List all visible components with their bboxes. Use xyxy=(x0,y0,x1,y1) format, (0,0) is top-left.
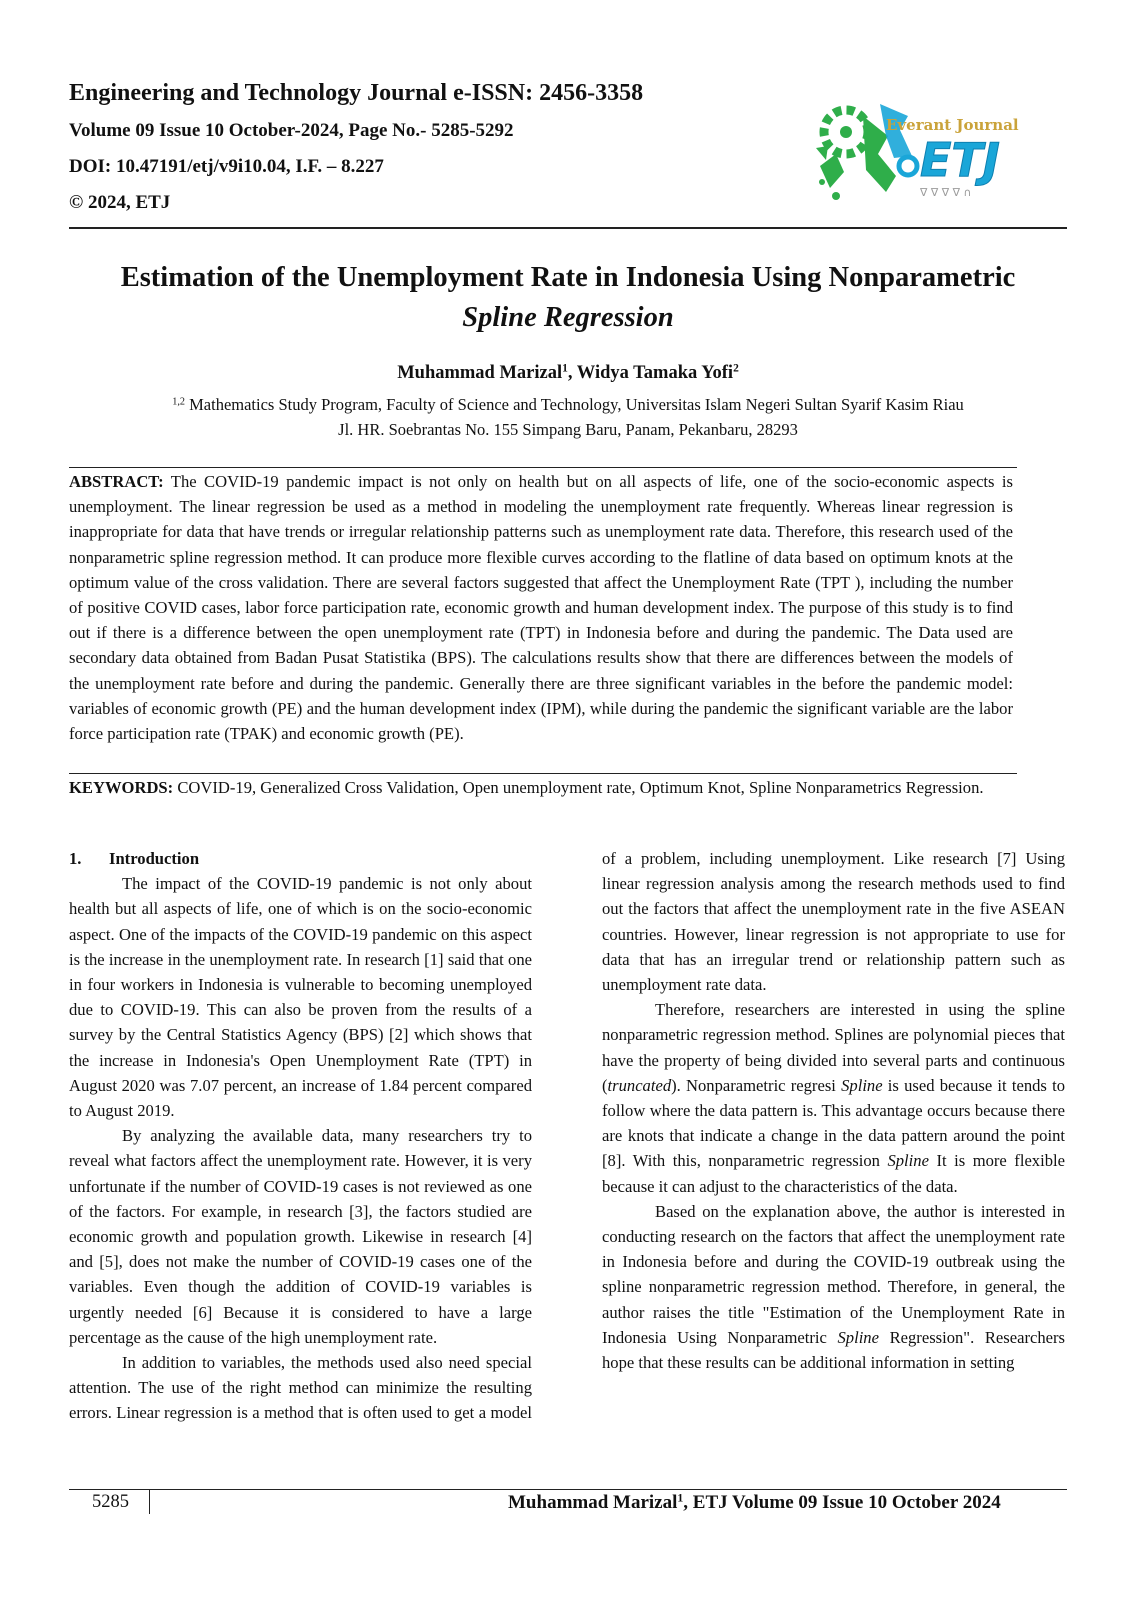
paragraph-4 xyxy=(602,997,1065,1199)
p5-text-a: Based on the explanation above, the author is interested in conducting research on the factors that affect the unemployment rate in Indonesia before and during the COVID-19 outbreak using the spline nonparametric regression method. Therefore, in general, the author raises the title "Estimation of the Unemployment Rate in Indonesia Using Nonparametric xyxy=(602,1201,1065,1347)
footer-author: Muhammad Marizal xyxy=(508,1492,678,1513)
p5-text-c: Regression". Researchers hope that these results can be additional information in setting xyxy=(602,1327,1065,1373)
doi-info: DOI: 10.47191/etj/v9i10.04, I.F. – 8.227 xyxy=(69,156,384,177)
paragraph-1: The impact of the COVID-19 pandemic is not only about health but all aspects of life, one of which is on the socio-economic aspect. One of the impacts of the COVID-19 pandemic on this aspect is the increase in the unemployment rate. In research [1] said that one in four workers in Indonesia is vulnerable to becoming unemployed due to COVID-19. This can also be proven from the results of a survey by the Central Statistics Agency (BPS) [2] which shows that the increase in Indonesia's Open Unemployment Rate (TPT) in August 2020 was 7.07 percent, an increase of 1.84 percent compared to August 2019. xyxy=(69,874,532,1121)
abstract-text: The COVID-19 pandemic impact is not only on health but on all aspects of life, one of the socio-economic aspects is unemployment. The linear regression be used as a method in modeling the unemployment rate frequently. Whereas linear regression is inappropriate for data that have trends or irregular relationship patterns such as unemployment rate data. Therefore, this research used of the nonparametric spline regression method. It can produce more flexible curves according to the flatline of data based on optimum knots at the optimum value of the cross validation. There are several factors suggested that affect the Unemployment Rate (TPT ), including the number of positive COVID cases, labor force participation rate, economic growth and human development index. The purpose of this study is to find out if there is a difference between the open unemployment rate (TPT) in Indonesia before and during the pandemic. The Data used are secondary data obtained from Badan Pusat Statistika (BPS). The calculations results show that there are differences between the models of the unemployment rate before and during the pandemic. Generally there are three significant variables in the before the pandemic model: variables of economic growth (PE) and the human development index (IPM), while during the pandemic the significant variable are the labor force participation rate (TPAK) and economic growth (PE). xyxy=(69,472,1013,744)
footer-author-sup: 1 xyxy=(677,1491,684,1505)
section-heading xyxy=(69,846,532,871)
page-number: 5285 xyxy=(92,1492,129,1512)
section-title: Introduction xyxy=(109,849,200,868)
logo-subtitle: Everant Journal xyxy=(886,116,1019,134)
svg-text:∇ ∇ ∇ ∇ ∩: ∇ ∇ ∇ ∇ ∩ xyxy=(920,186,972,199)
abstract-top-rule xyxy=(69,467,1017,468)
affiliation-block xyxy=(69,392,1067,442)
paragraph-5 xyxy=(602,1199,1065,1375)
footer-separator xyxy=(149,1490,150,1514)
journal-logo xyxy=(808,96,1022,208)
header-rule xyxy=(69,227,1067,229)
p4-text-a: Therefore, researchers are interested in using the spline nonparametric regression method. Splines are polynomial pieces that have the property of being divided into several parts and continuous ( xyxy=(602,1000,1065,1095)
keywords xyxy=(69,775,1013,800)
author-1: Muhammad Marizal xyxy=(397,363,563,383)
journal-name: Engineering and Technology Journal e-ISSN: 2456-3358 xyxy=(69,80,644,106)
footer-issue: , ETJ Volume 09 Issue 10 October 2024 xyxy=(683,1492,1001,1513)
author-separator: , xyxy=(567,363,577,383)
volume-info: Volume 09 Issue 10 October-2024, Page No.- 5285-5292 xyxy=(69,120,514,141)
logo-letters: ETJ xyxy=(920,133,1000,187)
p4-text-c: ). Nonparametric regresi xyxy=(671,1075,842,1095)
p4-italic-spline-2: Spline xyxy=(887,1151,929,1171)
affiliation-sup: 1,2 xyxy=(172,396,185,408)
author-2-sup: 2 xyxy=(733,362,739,375)
p4-text-e: is used because it tends to follow where the data pattern is. This advantage occurs because there are knots that indicate a change in the data pattern around the point [8]. With this, nonparametric regression xyxy=(602,1075,1065,1171)
title-line-1: Estimation of the Unemployment Rate in Indonesia Using Nonparametric xyxy=(120,262,1016,293)
paper-title xyxy=(69,258,1067,338)
paragraph-2: By analyzing the available data, many researchers try to reveal what factors affect the unemployment rate. However, it is very unfortunate if the number of COVID-19 cases is not reviewed as one of the factors. For example, in research [3], the factors studied are economic growth and population growth. Likewise in research [4] and [5], does not make the number of COVID-19 cases one of the variables. Even though the addition of COVID-19 variables is urgently needed [6] Because it is considered to have a large percentage as the cause of the high unemployment rate. xyxy=(69,1126,532,1347)
p5-italic-spline: Spline xyxy=(837,1327,879,1347)
affiliation: Mathematics Study Program, Faculty of Science and Technology, Universitas Islam Negeri Sultan Syarif Kasim Riau xyxy=(185,395,964,414)
author-1-sup: 1 xyxy=(562,362,568,375)
copyright: © 2024, ETJ xyxy=(69,192,171,213)
footer-citation xyxy=(508,1492,1001,1514)
keywords-label: KEYWORDS: xyxy=(69,778,174,797)
paragraph-3-continued: of a problem, including unemployment. Like research [7] Using linear regression analysis among the research methods used to find out the factors that affect the unemployment rate in the five ASEAN countries. However, linear regression is not appropriate to use for data that has an irregular trend or relationship pattern such as unemployment rate data. xyxy=(602,849,1065,995)
author-list xyxy=(69,363,1067,384)
address: Jl. HR. Soebrantas No. 155 Simpang Baru, Panam, Pekanbaru, 28293 xyxy=(338,420,798,439)
left-column xyxy=(69,846,532,1426)
abstract xyxy=(69,469,1013,746)
title-line-2: Spline Regression xyxy=(462,302,674,333)
right-column xyxy=(602,846,1065,1375)
p4-text-g: It is more flexible because it can adjust to the characteristics of the data. xyxy=(602,1151,1065,1196)
author-2: Widya Tamaka Yofi xyxy=(576,363,734,383)
keywords-rule xyxy=(69,773,1017,774)
p4-italic-truncated: truncated xyxy=(607,1075,672,1095)
paragraph-3: In addition to variables, the methods used also need special attention. The use of the right method can minimize the resulting errors. Linear regression is a method that is often used to get a model xyxy=(69,1353,532,1423)
p4-italic-spline-1: Spline xyxy=(841,1075,883,1095)
abstract-label: ABSTRACT: xyxy=(69,472,164,491)
section-number: 1. xyxy=(69,849,82,868)
footer-rule xyxy=(69,1489,1067,1490)
keywords-text: COVID-19, Generalized Cross Validation, Open unemployment rate, Optimum Knot, Spline Nonparametrics Regression. xyxy=(173,778,984,797)
